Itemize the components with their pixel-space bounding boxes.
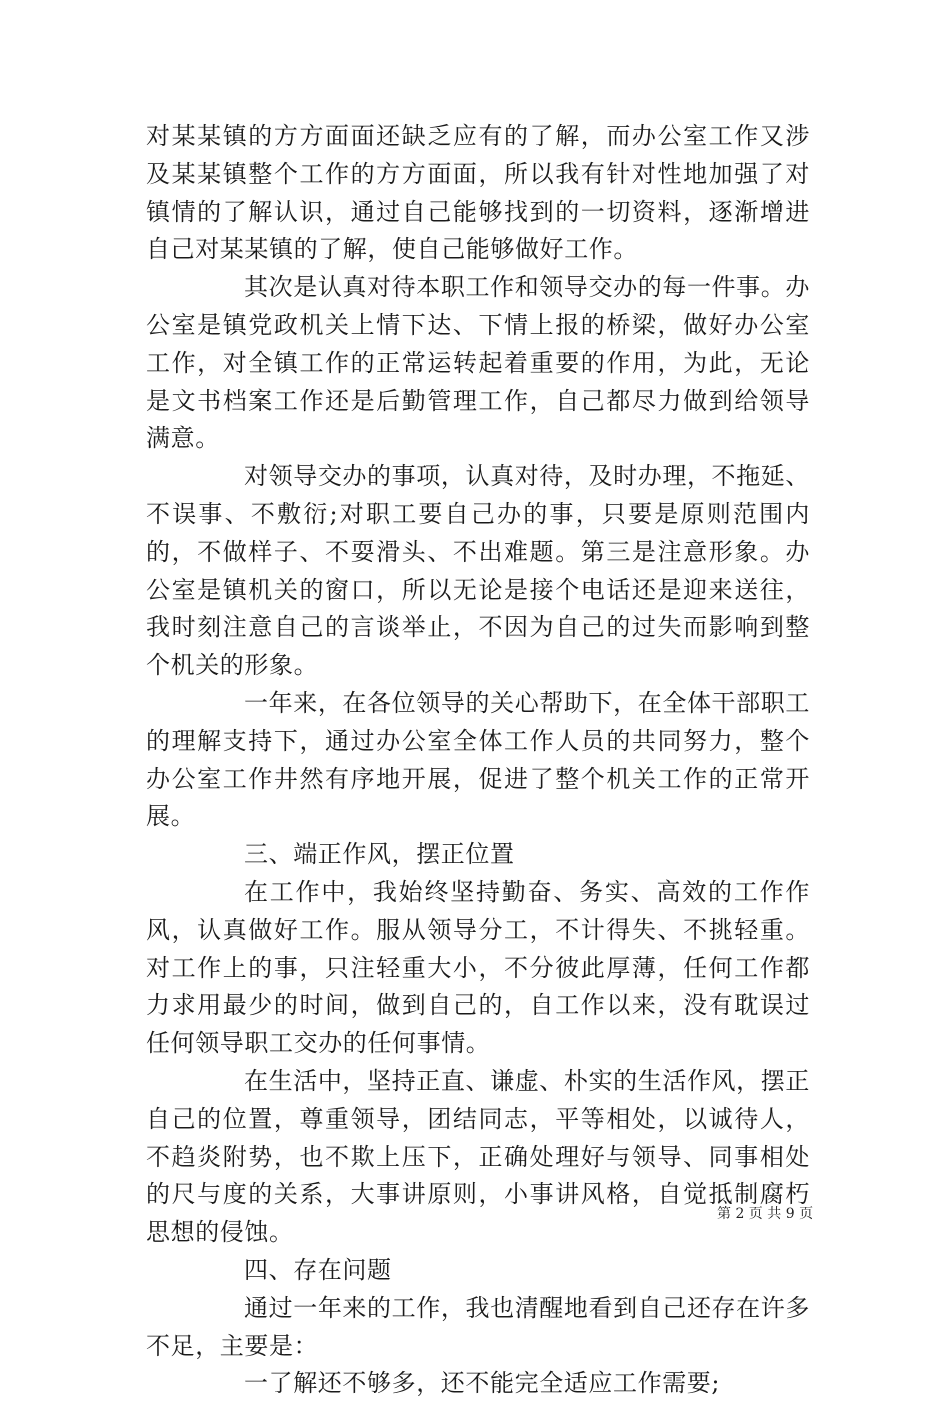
paragraph-10: 一了解还不够多，还不能完全适应工作需要; — [244, 1369, 721, 1398]
paragraph-3: 对领导交办的事项，认真对待，及时办理，不拖延、不误事、不敷衍;对职工要自己办的事，只要是原则范围内的，不做样子、不耍滑头、不出难题。第三是注意形象。办公室是镇机关的窗口，所以无论是接个电话还是迎来送往，我时刻注意自己的言谈举止，不因为自己的过失而影响到整个机关的形象。 — [146, 462, 810, 680]
document-body — [146, 118, 810, 1403]
paragraph-7: 在生活中，坚持正直、谦虚、朴实的生活作风，摆正自己的位置，尊重领导，团结同志，平等相处，以诚待人，不趋炎附势，也不欺上压下，正确处理好与领导、同事相处的尺与度的关系，大事讲原则，小事讲风格，自觉抵制腐朽思想的侵蚀。 — [146, 1066, 810, 1247]
paragraph-1: 对某某镇的方方面面还缺乏应有的了解，而办公室工作又涉及某某镇整个工作的方方面面，所以我有针对性地加强了对镇情的了解认识，通过自己能够找到的一切资料，逐渐增进自己对某某镇的了解，使自己能够做好工作。 — [146, 122, 810, 264]
paragraph-4: 一年来，在各位领导的关心帮助下，在全体干部职工的理解支持下，通过办公室全体工作人员的共同努力，整个办公室工作井然有序地开展，促进了整个机关工作的正常开展。 — [146, 688, 810, 831]
paragraph-9: 通过一年来的工作，我也清醒地看到自己还存在许多不足，主要是： — [146, 1293, 810, 1360]
section-heading-3: 三、端正作风，摆正位置 — [244, 840, 515, 869]
paragraph-6: 在工作中，我始终坚持勤奋、务实、高效的工作作风，认真做好工作。服从领导分工，不计得失、不挑轻重。对工作上的事，只注轻重大小，不分彼此厚薄，任何工作都力求用最少的时间，做到自己的，自工作以来，没有耽误过任何领导职工交办的任何事情。 — [146, 877, 810, 1058]
section-heading-4: 四、存在问题 — [244, 1255, 392, 1284]
page-number-footer: 第 2 页 共 9 页 — [717, 1206, 814, 1222]
paragraph-2: 其次是认真对待本职工作和领导交办的每一件事。办公室是镇党政机关上情下达、下情上报的桥梁，做好办公室工作，对全镇工作的正常运转起着重要的作用，为此，无论是文书档案工作还是后勤管理工作，自己都尽力做到给领导满意。 — [146, 273, 810, 453]
